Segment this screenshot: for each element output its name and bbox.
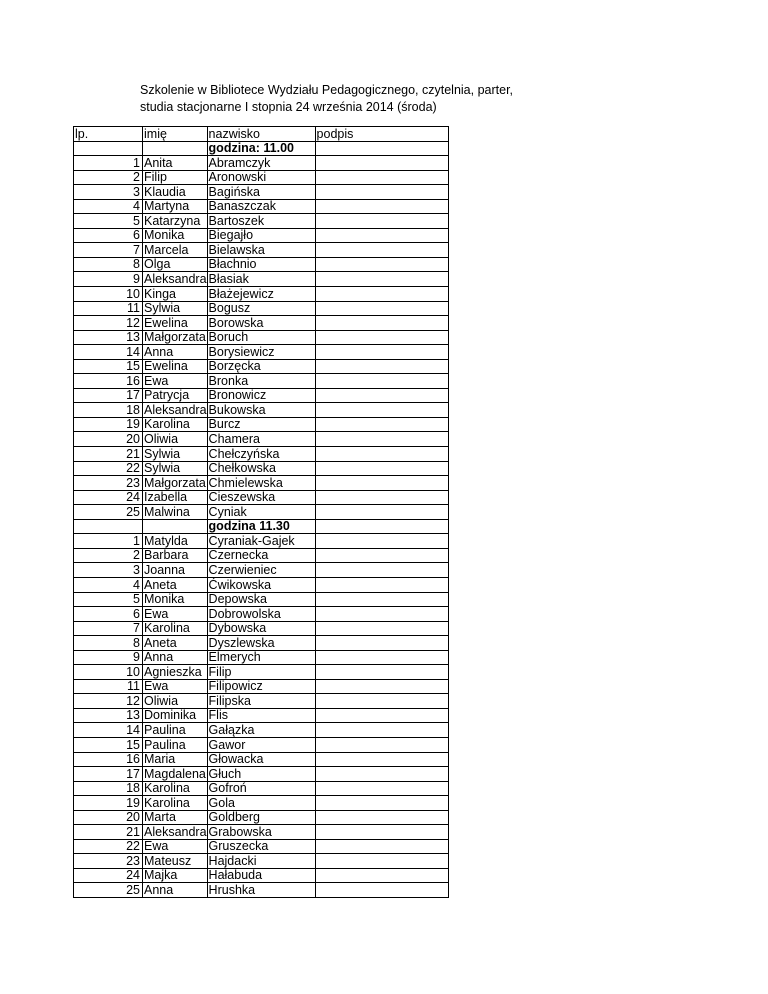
table-row [74, 374, 449, 389]
signature-cell [315, 287, 448, 302]
table-row [74, 199, 449, 214]
group-time-label: godzina 11.30 [207, 519, 315, 534]
attendance-table-body [74, 127, 449, 898]
signature-cell [315, 563, 448, 578]
row-number: 17 [74, 388, 143, 403]
row-number: 8 [74, 257, 143, 272]
first-name: Majka [143, 868, 208, 883]
signature-cell [315, 636, 448, 651]
row-number: 6 [74, 228, 143, 243]
signature-cell [315, 796, 448, 811]
group-time-label: godzina: 11.00 [207, 141, 315, 156]
column-header-lp: lp. [74, 127, 143, 142]
table-row [74, 185, 449, 200]
first-name: Aleksandra [144, 824, 207, 839]
last-name: Abramczyk [207, 156, 315, 171]
signature-cell [315, 185, 448, 200]
signature-cell [315, 548, 448, 563]
row-number: 15 [74, 359, 143, 374]
last-name: Bukowska [207, 403, 315, 418]
row-number: 23 [74, 854, 143, 869]
signature-cell [315, 141, 448, 156]
first-name: Joanna [143, 563, 208, 578]
first-name: Marcela [143, 243, 208, 258]
row-number: 14 [74, 723, 143, 738]
last-name: Chełkowska [207, 461, 315, 476]
last-name: Cyniak [207, 505, 315, 520]
row-number: 1 [74, 156, 143, 171]
signature-cell [315, 723, 448, 738]
signature-cell [315, 359, 448, 374]
table-row [74, 708, 449, 723]
row-number: 12 [74, 694, 143, 709]
last-name: Czerwieniec [207, 563, 315, 578]
row-number: 25 [74, 505, 143, 520]
last-name: Chamera [207, 432, 315, 447]
row-number: 16 [74, 752, 143, 767]
row-number: 11 [74, 301, 143, 316]
signature-cell [315, 810, 448, 825]
last-name: Bronowicz [207, 388, 315, 403]
table-row [74, 447, 449, 462]
last-name: Gofroń [207, 781, 315, 796]
row-number: 2 [74, 548, 143, 563]
signature-cell [315, 461, 448, 476]
first-name: Magdalena [144, 766, 206, 781]
attendance-table [73, 126, 449, 898]
last-name: Błasiak [207, 272, 315, 287]
signature-cell [315, 665, 448, 680]
first-name: Izabella [143, 490, 208, 505]
first-name: Maria [143, 752, 208, 767]
first-name: Paulina [143, 737, 208, 752]
time-row-imie-cell [143, 141, 208, 156]
last-name: Głowacka [207, 752, 315, 767]
table-row [74, 854, 449, 869]
row-number: 20 [74, 810, 143, 825]
row-number: 15 [74, 737, 143, 752]
row-number: 20 [74, 432, 143, 447]
table-row [74, 723, 449, 738]
row-number: 21 [74, 825, 143, 840]
first-name: Ewa [143, 679, 208, 694]
last-name: Borysiewicz [207, 345, 315, 360]
heading-line-1: Szkolenie w Bibliotece Wydziału Pedagogicznego, czytelnia, parter, [140, 83, 514, 97]
row-number: 6 [74, 607, 143, 622]
row-number: 13 [74, 708, 143, 723]
signature-cell [315, 767, 448, 782]
table-row [74, 781, 449, 796]
row-number: 25 [74, 883, 143, 898]
last-name: Cieszewska [207, 490, 315, 505]
table-row [74, 345, 449, 360]
first-name: Katarzyna [143, 214, 208, 229]
time-row-lp-cell [74, 141, 143, 156]
first-name: Aleksandra [144, 402, 207, 417]
row-number: 9 [74, 650, 143, 665]
row-number: 24 [74, 490, 143, 505]
column-header-nazwisko: nazwisko [207, 127, 315, 142]
last-name: Hałabuda [207, 868, 315, 883]
signature-cell [315, 228, 448, 243]
row-number: 4 [74, 199, 143, 214]
signature-cell [315, 854, 448, 869]
last-name: Aronowski [207, 170, 315, 185]
first-name: Monika [143, 228, 208, 243]
signature-cell [315, 505, 448, 520]
last-name: Gałązka [207, 723, 315, 738]
signature-cell [315, 388, 448, 403]
first-name: Olga [143, 257, 208, 272]
table-row [74, 737, 449, 752]
row-number: 3 [74, 185, 143, 200]
row-number: 19 [74, 796, 143, 811]
last-name: Błachnio [207, 257, 315, 272]
table-row [74, 476, 449, 491]
last-name: Borzęcka [207, 359, 315, 374]
first-name: Aneta [143, 577, 208, 592]
last-name: Hajdacki [207, 854, 315, 869]
row-number: 22 [74, 839, 143, 854]
first-name: Oliwia [143, 432, 208, 447]
first-name: Karolina [143, 796, 208, 811]
signature-cell [315, 330, 448, 345]
table-row [74, 694, 449, 709]
last-name: Chełczyńska [207, 447, 315, 462]
last-name: Goldberg [207, 810, 315, 825]
table-row [74, 607, 449, 622]
table-row [74, 403, 449, 418]
signature-cell [315, 708, 448, 723]
signature-cell [315, 214, 448, 229]
header-row [74, 127, 449, 142]
row-number: 7 [74, 243, 143, 258]
table-row [74, 679, 449, 694]
last-name: Biegajło [207, 228, 315, 243]
row-number: 21 [74, 447, 143, 462]
signature-cell [315, 592, 448, 607]
last-name: Bagińska [207, 185, 315, 200]
time-row-imie-cell [143, 519, 208, 534]
last-name: Flis [207, 708, 315, 723]
last-name: Dybowska [207, 621, 315, 636]
first-name: Agnieszka [143, 665, 208, 680]
signature-cell [315, 839, 448, 854]
table-row [74, 170, 449, 185]
table-row [74, 621, 449, 636]
row-number: 2 [74, 170, 143, 185]
table-row [74, 534, 449, 549]
first-name: Ewelina [143, 316, 208, 331]
last-name: Filipska [207, 694, 315, 709]
first-name: Monika [143, 592, 208, 607]
table-row [74, 301, 449, 316]
column-header-podpis: podpis [315, 127, 448, 142]
table-row [74, 243, 449, 258]
signature-cell [315, 432, 448, 447]
signature-cell [315, 243, 448, 258]
first-name: Paulina [143, 723, 208, 738]
row-number: 17 [74, 767, 143, 782]
table-row [74, 665, 449, 680]
first-name: Ewa [143, 607, 208, 622]
signature-cell [315, 199, 448, 214]
last-name: Boruch [207, 330, 315, 345]
last-name: Dobrowolska [207, 607, 315, 622]
row-number: 18 [74, 781, 143, 796]
table-row [74, 156, 449, 171]
first-name: Karolina [143, 417, 208, 432]
signature-cell [315, 170, 448, 185]
signature-cell [315, 752, 448, 767]
table-row [74, 767, 449, 782]
table-row [74, 316, 449, 331]
table-row [74, 592, 449, 607]
signature-cell [315, 316, 448, 331]
table-row [74, 825, 449, 840]
table-row [74, 257, 449, 272]
time-row-lp-cell [74, 519, 143, 534]
table-row [74, 563, 449, 578]
first-name: Anna [143, 650, 208, 665]
row-number: 19 [74, 417, 143, 432]
signature-cell [315, 156, 448, 171]
signature-cell [315, 417, 448, 432]
first-name: Malwina [143, 505, 208, 520]
signature-cell [315, 883, 448, 898]
column-header-imie: imię [143, 127, 208, 142]
row-number: 23 [74, 476, 143, 491]
last-name: Burcz [207, 417, 315, 432]
last-name: Hrushka [207, 883, 315, 898]
group-time-row [74, 519, 449, 534]
row-number: 5 [74, 214, 143, 229]
row-number: 1 [74, 534, 143, 549]
first-name: Sylwia [143, 301, 208, 316]
table-row [74, 650, 449, 665]
first-name: Karolina [143, 781, 208, 796]
last-name: Elmerych [207, 650, 315, 665]
last-name: Banaszczak [207, 199, 315, 214]
last-name: Gruszecka [207, 839, 315, 854]
signature-cell [315, 694, 448, 709]
table-row [74, 388, 449, 403]
table-row [74, 636, 449, 651]
last-name: Depowska [207, 592, 315, 607]
table-row [74, 214, 449, 229]
first-name: Anna [143, 345, 208, 360]
first-name: Dominika [143, 708, 208, 723]
row-number: 12 [74, 316, 143, 331]
first-name: Aneta [143, 636, 208, 651]
table-row [74, 868, 449, 883]
last-name: Gola [207, 796, 315, 811]
table-row [74, 883, 449, 898]
row-number: 3 [74, 563, 143, 578]
signature-cell [315, 737, 448, 752]
signature-cell [315, 374, 448, 389]
first-name: Klaudia [143, 185, 208, 200]
last-name: Cyraniak-Gajek [207, 534, 315, 549]
row-number: 22 [74, 461, 143, 476]
row-number: 9 [74, 272, 143, 287]
first-name: Małgorzata [144, 475, 206, 490]
last-name: Gawor [207, 737, 315, 752]
table-row [74, 461, 449, 476]
last-name: Błażejewicz [207, 287, 315, 302]
signature-cell [315, 650, 448, 665]
table-row [74, 577, 449, 592]
last-name: Filipowicz [207, 679, 315, 694]
last-name: Bartoszek [207, 214, 315, 229]
signature-cell [315, 403, 448, 418]
first-name: Ewa [143, 839, 208, 854]
table-row [74, 490, 449, 505]
table-row [74, 287, 449, 302]
signature-cell [315, 345, 448, 360]
row-number: 18 [74, 403, 143, 418]
last-name: Filip [207, 665, 315, 680]
last-name: Czernecka [207, 548, 315, 563]
table-row [74, 796, 449, 811]
last-name: Bielawska [207, 243, 315, 258]
row-number: 10 [74, 287, 143, 302]
last-name: Borowska [207, 316, 315, 331]
first-name: Anna [143, 883, 208, 898]
signature-cell [315, 301, 448, 316]
signature-cell [315, 476, 448, 491]
first-name: Ewa [143, 374, 208, 389]
last-name: Bronka [207, 374, 315, 389]
document-heading [140, 82, 513, 116]
first-name: Filip [143, 170, 208, 185]
signature-cell [315, 534, 448, 549]
table-row [74, 330, 449, 345]
signature-cell [315, 577, 448, 592]
last-name: Bogusz [207, 301, 315, 316]
first-name: Anita [143, 156, 208, 171]
last-name: Chmielewska [207, 476, 315, 491]
table-row [74, 359, 449, 374]
signature-cell [315, 519, 448, 534]
row-number: 4 [74, 577, 143, 592]
signature-cell [315, 868, 448, 883]
signature-cell [315, 257, 448, 272]
signature-cell [315, 781, 448, 796]
first-name: Sylwia [143, 461, 208, 476]
row-number: 11 [74, 679, 143, 694]
first-name: Oliwia [143, 694, 208, 709]
first-name: Sylwia [143, 447, 208, 462]
first-name: Karolina [143, 621, 208, 636]
row-number: 13 [74, 330, 143, 345]
first-name: Małgorzata [144, 330, 206, 345]
first-name: Patrycja [143, 388, 208, 403]
signature-cell [315, 621, 448, 636]
signature-cell [315, 679, 448, 694]
row-number: 24 [74, 868, 143, 883]
signature-cell [315, 447, 448, 462]
signature-cell [315, 607, 448, 622]
first-name: Aleksandra [144, 272, 207, 287]
row-number: 10 [74, 665, 143, 680]
first-name: Martyna [143, 199, 208, 214]
signature-cell [315, 490, 448, 505]
table-row [74, 228, 449, 243]
row-number: 7 [74, 621, 143, 636]
heading-line-2: studia stacjonarne I stopnia 24 września 2014 (środa) [140, 100, 437, 114]
table-row [74, 752, 449, 767]
row-number: 16 [74, 374, 143, 389]
row-number: 8 [74, 636, 143, 651]
table-row [74, 432, 449, 447]
table-row [74, 839, 449, 854]
last-name: Głuch [207, 767, 315, 782]
table-row [74, 548, 449, 563]
table-row [74, 505, 449, 520]
row-number: 14 [74, 345, 143, 360]
table-row [74, 417, 449, 432]
group-time-row [74, 141, 449, 156]
first-name: Mateusz [143, 854, 208, 869]
row-number: 5 [74, 592, 143, 607]
first-name: Matylda [143, 534, 208, 549]
signature-cell [315, 272, 448, 287]
first-name: Barbara [143, 548, 208, 563]
table-row [74, 272, 449, 287]
signature-cell [315, 825, 448, 840]
last-name: Grabowska [207, 825, 315, 840]
table-row [74, 810, 449, 825]
last-name: Dyszlewska [207, 636, 315, 651]
first-name: Ewelina [143, 359, 208, 374]
first-name: Marta [143, 810, 208, 825]
last-name: Ćwikowska [207, 577, 315, 592]
first-name: Kinga [143, 287, 208, 302]
